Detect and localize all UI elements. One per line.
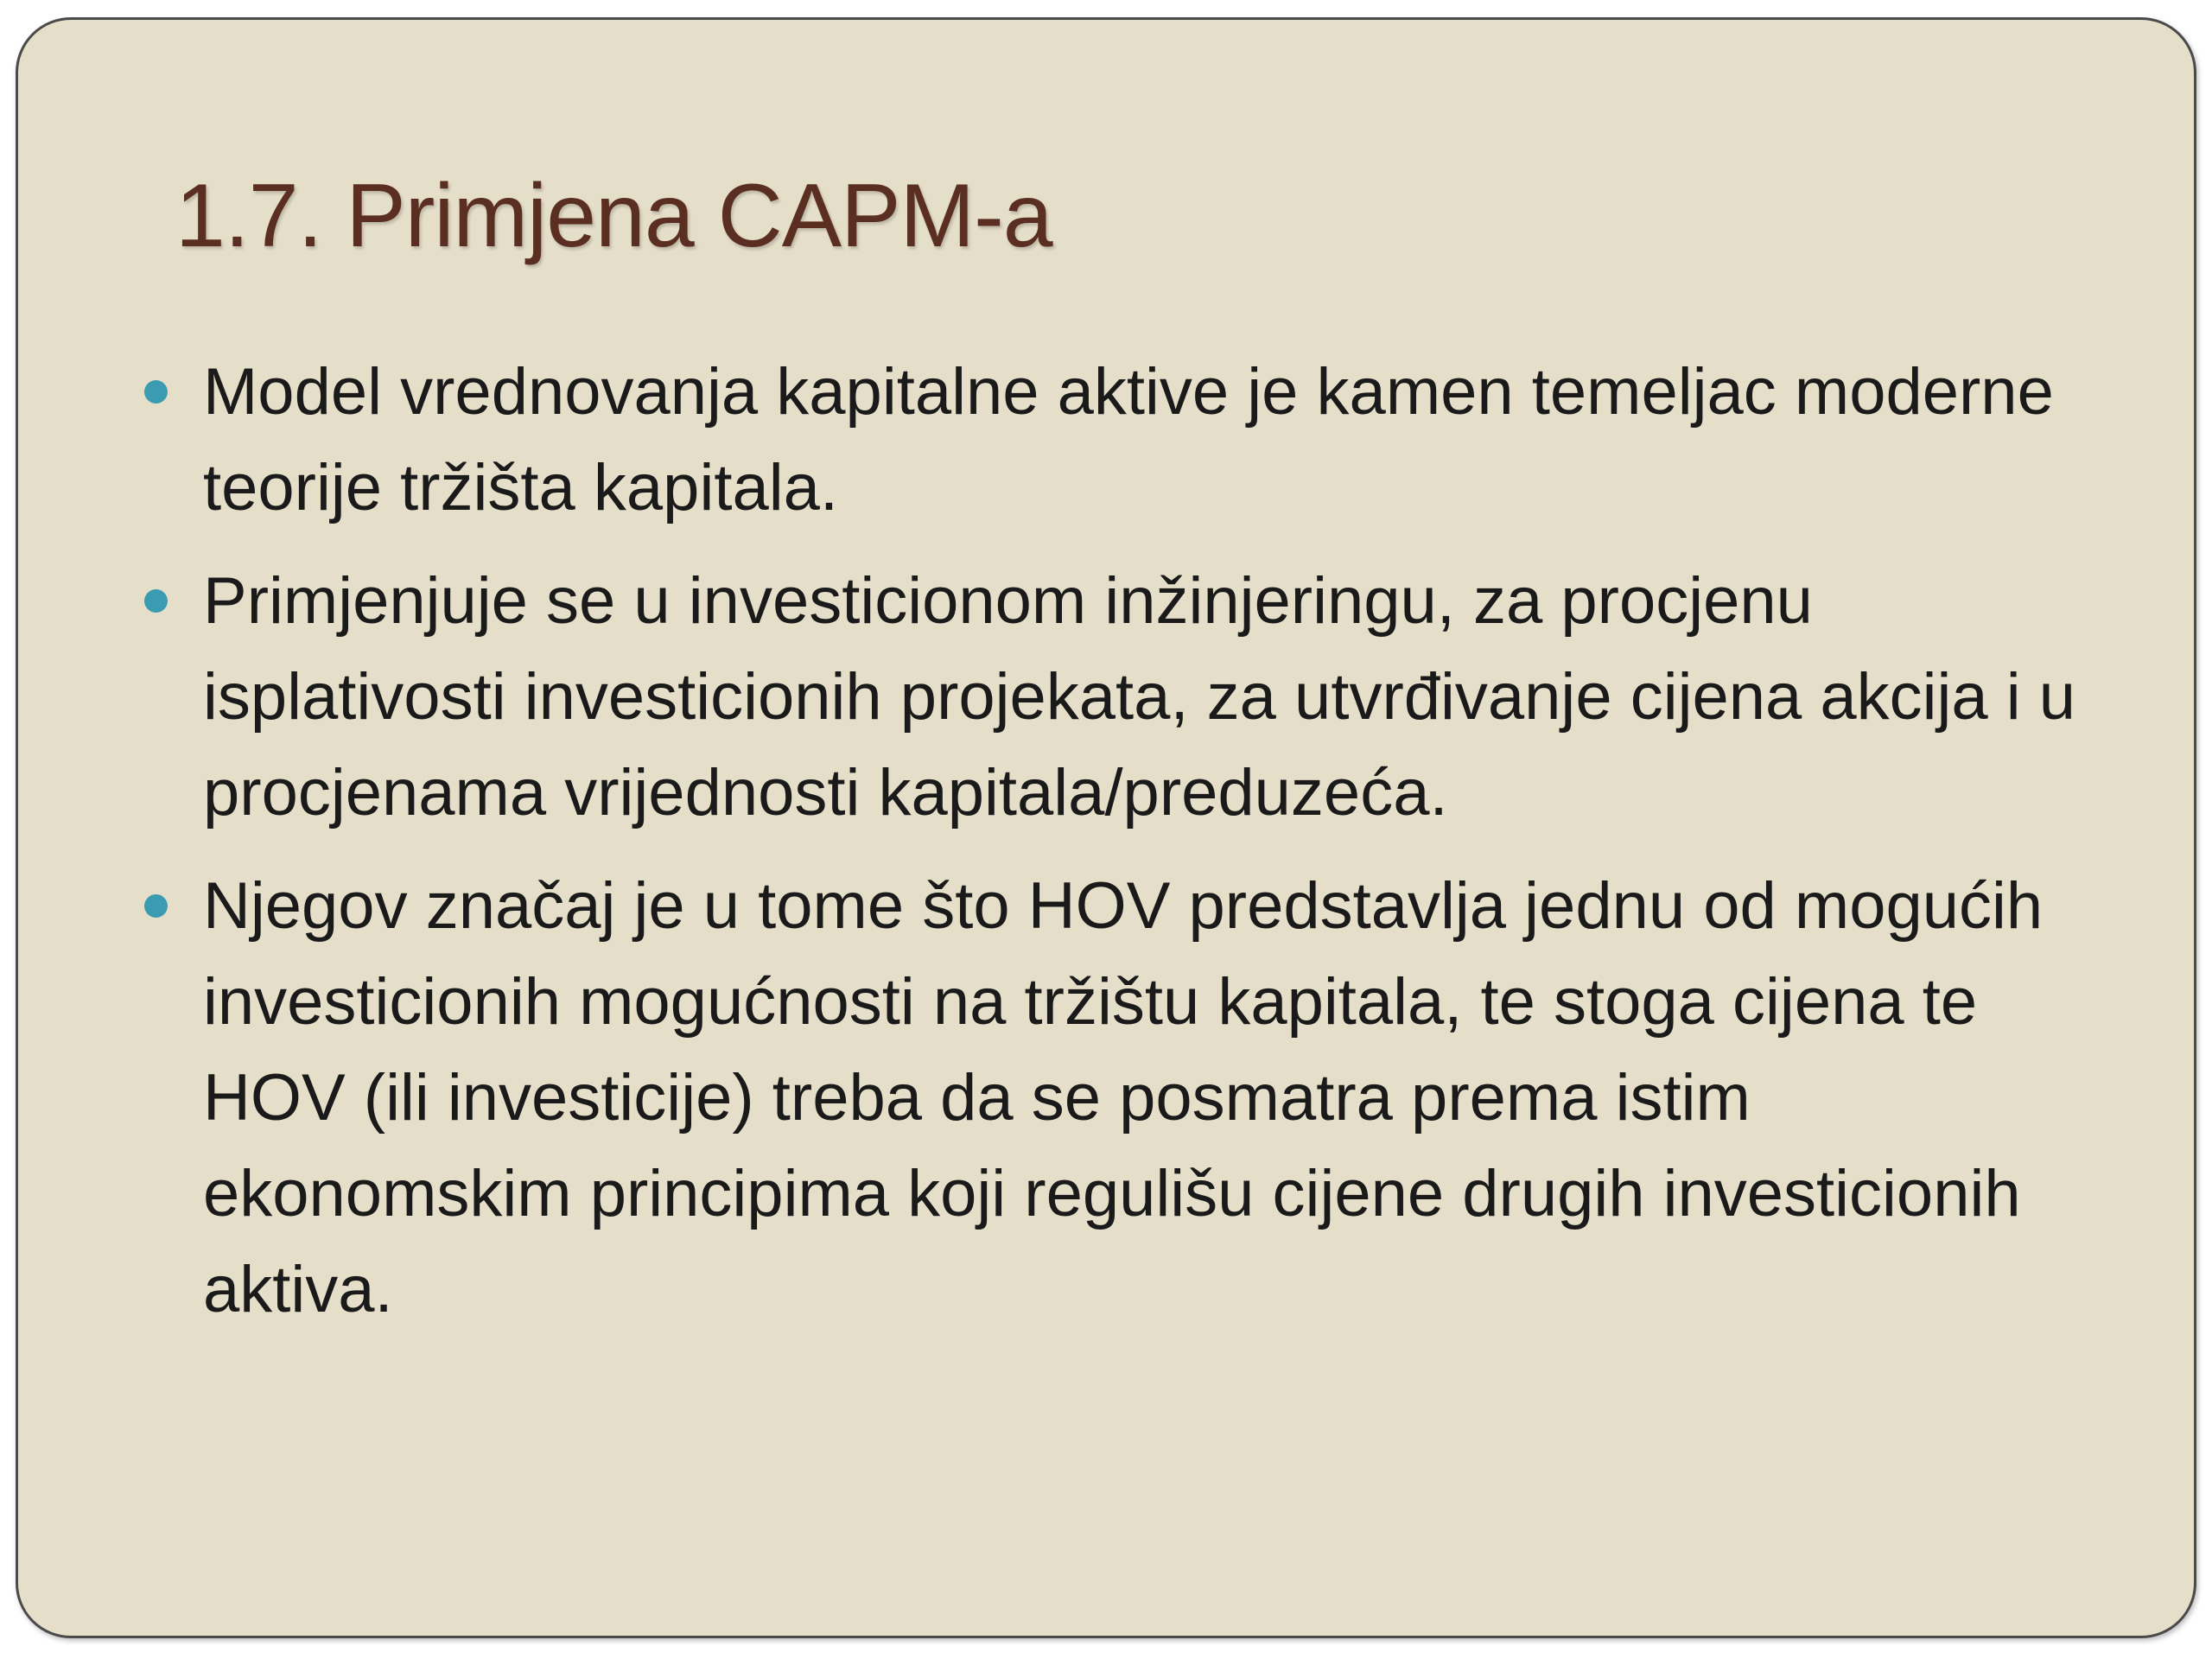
bullet-dot-icon	[144, 380, 168, 404]
bullet-list	[139, 344, 2092, 1355]
bullet-text: Primjenjuje se u investicionom inžinjeringu, za procjenu isplativosti investicionih projekata, za utvrđivanje cijena akcija i u procjenama vrijednosti kapitala/preduzeća.	[203, 564, 2076, 830]
bullet-text: Njegov značaj je u tome što HOV predstavlja jednu od mogućih investicionih mogućnosti na tržištu kapitala, te stoga cijena te HOV (ili investicije) treba da se posmatra prema istim ekonomskim principima koji regulišu cijene drugih investicionih aktiva.	[203, 869, 2044, 1326]
bullet-item	[139, 553, 2092, 841]
bullet-dot-icon	[144, 894, 168, 918]
slide-title: 1.7. Primjena CAPM-a	[175, 166, 1052, 266]
bullet-item	[139, 858, 2092, 1338]
slide-frame	[16, 17, 2196, 1638]
bullet-text: Model vrednovanja kapitalne aktive je kamen temeljac moderne teorije tržišta kapitala.	[203, 355, 2054, 524]
bullet-item	[139, 344, 2092, 536]
bullet-dot-icon	[144, 589, 168, 613]
